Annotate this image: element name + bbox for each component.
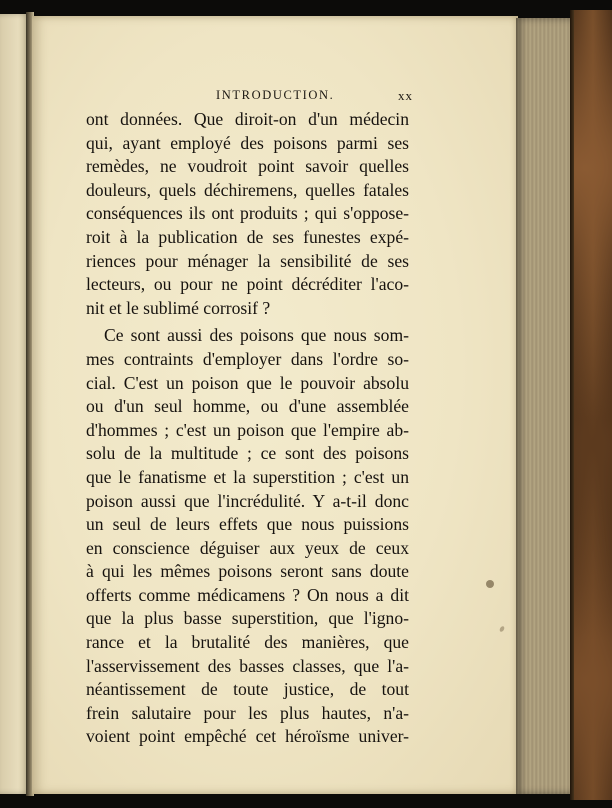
text-line: offerts comme médicamens ? On nous a dit: [86, 584, 409, 605]
running-head: [0, 88, 612, 108]
text-line: un seul de leurs effets que nous puissions: [86, 514, 409, 535]
running-title: INTRODUCTION.: [216, 88, 335, 102]
text-line: ou d'un seul homme, ou d'une assemblée: [86, 396, 409, 417]
text-line: rance et la brutalité des manières, que: [86, 632, 409, 653]
text-line: l'asservissement des basses classes, que l'a-: [86, 655, 409, 676]
page-number: xx: [398, 88, 413, 103]
leather-cover: [574, 10, 612, 800]
text-line: néantissement de toute justice, de tout: [86, 679, 409, 700]
text-line: Ce sont aussi des poisons que nous som-: [104, 325, 409, 346]
text-line: que le fanatisme et la superstition ; c'est un: [86, 466, 409, 487]
body-text: [86, 108, 409, 749]
text-line: roit à la publication de ses funestes expé-: [86, 226, 409, 247]
text-line: nit et le sublimé corrosif ?: [86, 297, 271, 318]
text-line: douleurs, quels déchiremens, quelles fatales: [86, 179, 409, 200]
text-line: voient point empêché cet héroïsme univer-: [86, 726, 409, 747]
text-line: conséquences ils ont produits ; qui s'oppose-: [86, 203, 409, 224]
text-line: cial. C'est un poison que le pouvoir absolu: [86, 372, 409, 393]
text-line: frein salutaire pour les plus hautes, n'a-: [86, 702, 409, 723]
paragraph-1: [86, 108, 409, 320]
text-line: ont données. Que diroit-on d'un médecin: [86, 109, 409, 129]
foxing-spot: [486, 580, 494, 588]
text-line: en conscience déguiser aux yeux de ceux: [86, 537, 409, 558]
text-line: d'hommes ; c'est un poison que l'empire ab-: [86, 419, 409, 440]
text-line: riences pour ménager la sensibilité de ses: [86, 250, 409, 271]
page-block-edges: [516, 18, 576, 794]
text-line: solu de la multitude ; ce sont des poisons: [86, 443, 409, 464]
text-line: que la plus basse superstition, que l'igno-: [86, 608, 409, 629]
text-line: mes contraints d'employer dans l'ordre so-: [86, 348, 409, 369]
text-line: poison aussi que l'incrédulité. Y a-t-il donc: [86, 490, 409, 511]
text-line: lecteurs, ou pour ne point décréditer l'aco-: [86, 274, 409, 295]
text-line: remèdes, ne voudroit point savoir quelles: [86, 156, 409, 177]
text-line: qui, ayant employé des poisons parmi ses: [86, 132, 409, 153]
text-line: à qui les mêmes poisons seront sans doute: [86, 561, 409, 582]
paragraph-2: [86, 324, 409, 749]
